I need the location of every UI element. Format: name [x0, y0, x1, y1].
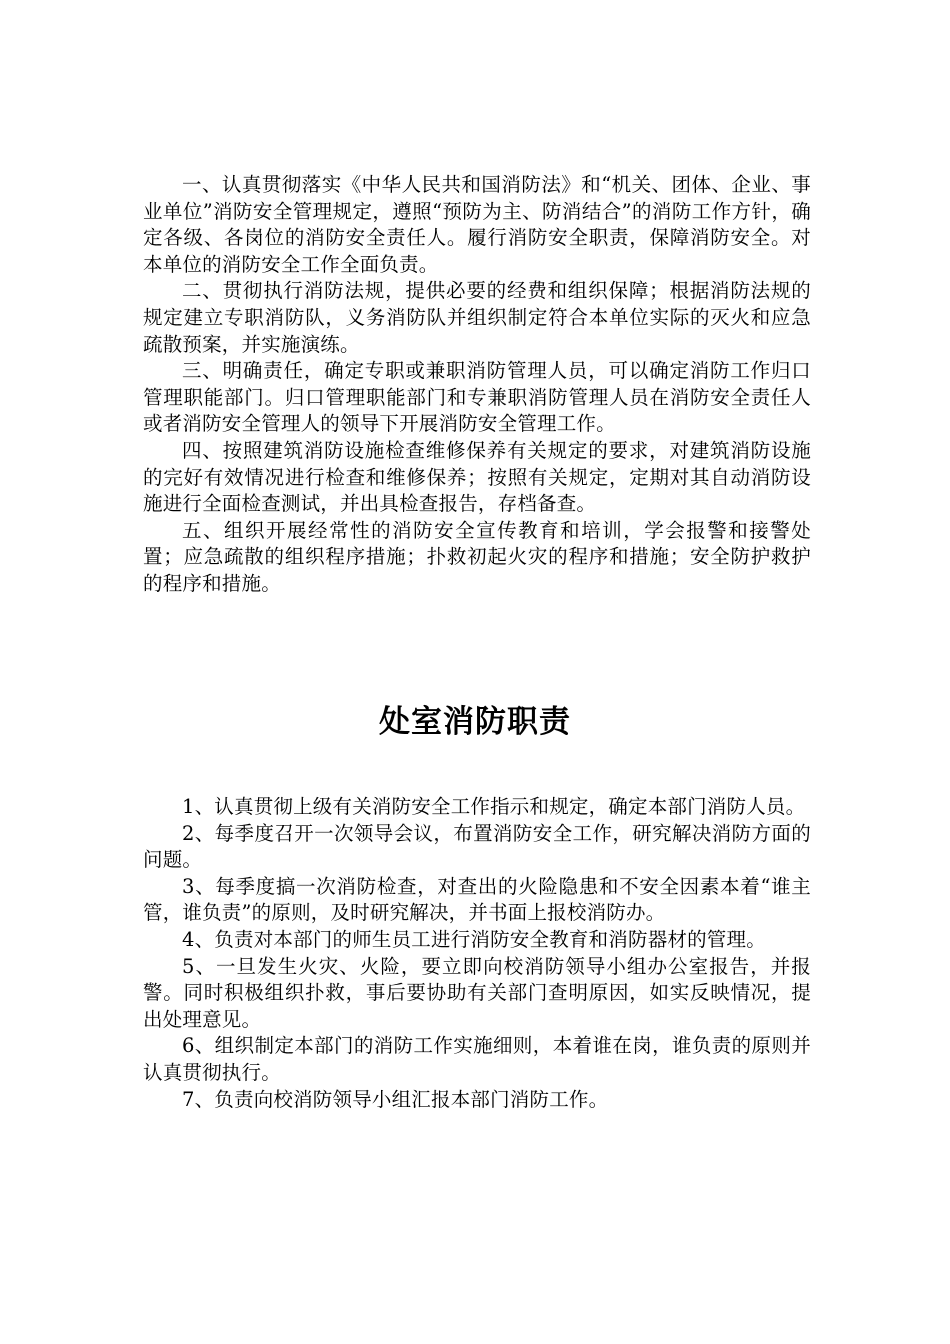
responsibility-list: [143, 172, 811, 598]
responsibility-item: 三、明确责任，确定专职或兼职消防管理人员，可以确定消防工作归口管理职能部门。归口管理职能部门和专兼职消防管理人员在消防安全责任人或者消防安全管理人的领导下开展消防安全管理工作。: [143, 359, 811, 436]
duty-item: 1、认真贯彻上级有关消防安全工作指示和规定，确定本部门消防人员。: [182, 795, 806, 818]
duty-item: 7、负责向校消防领导小组汇报本部门消防工作。: [182, 1087, 609, 1111]
duty-item: 2、每季度召开一次领导会议，布置消防安全工作，研究解决消防方面的问题。: [143, 821, 811, 872]
duty-item: 5、一旦发生火灾、火险，要立即向校消防领导小组办公室报告，并报警。同时积极组织扑救，事后要协助有关部门查明原因，如实反映情况，提出处理意见。: [143, 954, 811, 1031]
responsibility-item: 五、组织开展经常性的消防安全宣传教育和培训，学会报警和接警处置；应急疏散的组织程序措施；扑救初起火灾的程序和措施；安全防护救护的程序和措施。: [143, 518, 811, 595]
duty-item: 6、组织制定本部门的消防工作实施细则，本着谁在岗，谁负责的原则并认真贯彻执行。: [143, 1034, 811, 1084]
department-duty-list: [143, 794, 811, 1113]
responsibility-item: 四、按照建筑消防设施检查维修保养有关规定的要求，对建筑消防设施的完好有效情况进行检查和维修保养；按照有关规定，定期对其自动消防设施进行全面检查测试，并出具检查报告，存档备查。: [143, 438, 811, 516]
duty-item: 4、负责对本部门的师生员工进行消防安全教育和消防器材的管理。: [182, 927, 766, 951]
responsibility-item: 二、贯彻执行消防法规，提供必要的经费和组织保障；根据消防法规的规定建立专职消防队，义务消防队并组织制定符合本单位实际的灭火和应急疏散预案，并实施演练。: [143, 279, 811, 356]
section-title: 处室消防职责: [379, 704, 571, 740]
duty-item: 3、每季度搞一次消防检查，对查出的火险隐患和不安全因素本着“谁主管，谁负责”的原则，及时研究解决，并书面上报校消防办。: [143, 874, 811, 925]
responsibility-item: 一、认真贯彻落实《中华人民共和国消防法》和“机关、团体、企业、事业单位”消防安全管理规定，遵照“预防为主、防消结合”的消防工作方针，确定各级、各岗位的消防安全责任人。履行消防安全职责，保障消防安全。对本单位的消防安全工作全面负责。: [143, 173, 811, 276]
